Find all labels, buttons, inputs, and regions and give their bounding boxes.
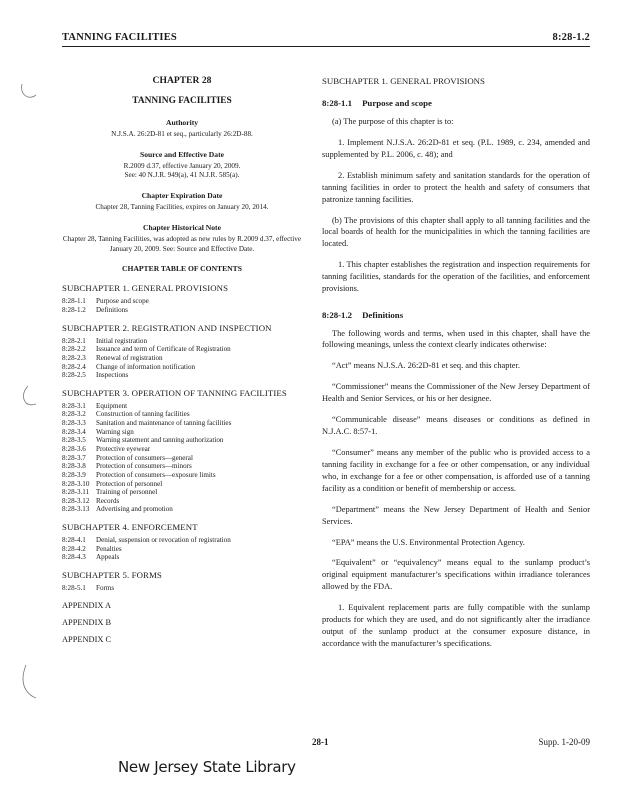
note-text: Chapter 28, Tanning Facilities, expires on January 20, 2014. [95, 203, 269, 212]
toc-entry [62, 471, 302, 480]
toc-subchapter [62, 570, 302, 593]
section-heading-definitions [322, 309, 590, 321]
running-header [62, 32, 590, 43]
toc-entry [62, 553, 302, 562]
toc-entry-title: Change of information notification [96, 362, 196, 371]
right-column [322, 75, 590, 659]
toc-entry-title: Appeals [96, 553, 120, 562]
section-title: Purpose and scope [362, 98, 432, 109]
toc-entry-number: 8:28-3.8 [62, 462, 86, 471]
toc-subchapter-title: SUBCHAPTER 5. FORMS [62, 570, 162, 581]
toc-entry-title: Warning sign [96, 427, 134, 436]
toc-subchapter-title: SUBCHAPTER 1. GENERAL PROVISIONS [62, 283, 229, 294]
toc-entry-number: 8:28-3.9 [62, 470, 86, 479]
toc-subchapter-title: SUBCHAPTER 3. OPERATION OF TANNING FACILITIES [62, 387, 287, 398]
section-purpose-body [322, 116, 590, 295]
toc-entry [62, 345, 302, 354]
header-section-number: 8:28-1.2 [552, 32, 590, 43]
toc-subchapter [62, 283, 302, 314]
supplement-date: Supp. 1-20-09 [538, 737, 590, 747]
toc-entry [62, 354, 302, 363]
header-rule [62, 46, 590, 47]
toc-entry-number: 8:28-4.2 [62, 544, 86, 553]
toc-entry-number: 8:28-2.1 [62, 336, 86, 345]
paragraph: (a) The purpose of this chapter is to: [332, 116, 454, 126]
appendix-list [62, 601, 302, 644]
definition-paragraph: 1. Equivalent replacement parts are fully compatible with the sunlamp products for which they are used, and do not significantly alter the irradiance output of the sunlamp product at the consumer exposure distance, in accordance with the manufacturer’s specifications. [322, 603, 590, 648]
toc-entry-number: 8:28-3.4 [62, 427, 86, 436]
toc-entry [62, 488, 302, 497]
toc-entry-title: Training of personnel [96, 488, 158, 497]
left-column [62, 75, 302, 652]
toc-entry [62, 297, 302, 306]
paragraph: 1. This chapter establishes the registration and inspection requirements for tanning facilities, standards for the operation of the facilities, and enforcement provisions. [322, 260, 590, 294]
toc-entry-title: Issuance and term of Certificate of Registration [96, 345, 231, 354]
toc-subchapter [62, 388, 302, 514]
definition-paragraph: “Equivalent” or “equivalency” means equal to the sunlamp product’s original equipment manufacturer’s specifications within irradiance tolerances allowed by the FDA. [322, 558, 590, 592]
toc-entry-title: Construction of tanning facilities [96, 410, 190, 419]
toc-entry-number: 8:28-3.2 [62, 410, 86, 419]
toc-entry-title: Protection of personnel [96, 479, 163, 488]
margin-mark-icon [18, 662, 40, 702]
toc-entry-title: Equipment [96, 401, 128, 410]
toc-subchapter-title: SUBCHAPTER 2. REGISTRATION AND INSPECTION [62, 322, 272, 333]
section-number: 8:28-1.2 [322, 310, 353, 321]
toc-entry [62, 480, 302, 489]
table-of-contents [62, 283, 302, 592]
toc-entry-title: Advertising and promotion [96, 505, 173, 514]
toc-entry-title: Protection of consumers—exposure limits [96, 470, 216, 479]
toc-entry-number: 8:28-3.13 [62, 505, 90, 514]
margin-mark-icon [18, 80, 40, 102]
toc-entry-number: 8:28-1.1 [62, 297, 86, 306]
note-text: Chapter 28, Tanning Facilities, was adopted as new rules by R.2009 d.37, effective January 20, 2009. See: Source and Effective Date. [62, 234, 302, 253]
chapter-title: CHAPTER 28 [152, 75, 212, 86]
toc-entry-title: Denial, suspension or revocation of registration [96, 536, 231, 545]
toc-entry [62, 371, 302, 380]
toc-entry-number: 8:28-1.2 [62, 305, 86, 314]
toc-entry-number: 8:28-4.3 [62, 553, 86, 562]
definition-paragraph: “EPA” means the U.S. Environmental Protection Agency. [332, 537, 525, 547]
toc-entry [62, 363, 302, 372]
section-definitions-body [322, 328, 590, 650]
toc-entry [62, 337, 302, 346]
toc-entry-number: 8:28-3.1 [62, 401, 86, 410]
toc-entry-title: Purpose and scope [96, 297, 149, 306]
toc-entry [62, 454, 302, 463]
toc-entry [62, 584, 302, 593]
toc-entry-title: Renewal of registration [96, 353, 163, 362]
page-number: 28-1 [312, 737, 329, 747]
header-title: TANNING FACILITIES [62, 32, 177, 43]
toc-entry-title: Initial registration [96, 336, 148, 345]
appendix-entry: APPENDIX C [62, 634, 112, 644]
toc-entry-number: 8:28-3.12 [62, 496, 90, 505]
toc-entry-number: 8:28-2.3 [62, 353, 86, 362]
appendix-entry: APPENDIX A [62, 600, 112, 610]
toc-entry-title: Warning statement and tanning authorization [96, 436, 224, 445]
toc-entry-title: Penalties [96, 544, 122, 553]
library-watermark: New Jersey State Library [118, 758, 296, 776]
toc-entry [62, 505, 302, 514]
definition-paragraph: “Consumer” means any member of the public who is provided access to a tanning facility in exchange for a fee or other compensation, or any individual who, in exchange for a fee or other compensation, is afforded use of a tanning facility as a condition or benefit of membership or access. [322, 447, 590, 493]
toc-entry-number: 8:28-2.4 [62, 362, 86, 371]
toc-entry [62, 419, 302, 428]
toc-entry-number: 8:28-3.6 [62, 445, 86, 453]
toc-heading: CHAPTER TABLE OF CONTENTS [122, 264, 242, 274]
toc-entry [62, 445, 302, 454]
note-heading: Chapter Historical Note [143, 222, 221, 232]
paragraph: (b) The provisions of this chapter shall apply to all tanning facilities and the local boards of health for the municipalities in which the tanning facilities are located. [322, 215, 590, 249]
toc-entry-number: 8:28-2.5 [62, 371, 86, 380]
toc-entry-number: 8:28-3.3 [62, 419, 86, 428]
definition-paragraph: “Commissioner” means the Commissioner of the New Jersey Department of Health and Senior Services, or his or her designee. [322, 382, 590, 404]
toc-entry-title: Protection of consumers—minors [96, 462, 192, 471]
definition-paragraph: The following words and terms, when used in this chapter, shall have the following meanings, unless the context clearly indicates otherwise: [322, 328, 590, 350]
toc-entry [62, 545, 302, 554]
toc-entry-title: Protection of consumers—general [96, 453, 193, 462]
toc-entry [62, 536, 302, 545]
note-heading: Source and Effective Date [139, 149, 224, 159]
subchapter-title: SUBCHAPTER 1. GENERAL PROVISIONS [322, 76, 485, 86]
section-number: 8:28-1.1 [322, 98, 353, 109]
chapter-name: TANNING FACILITIES [132, 96, 232, 106]
toc-entry-title: Protective eyewear [96, 445, 151, 453]
toc-entry [62, 428, 302, 437]
toc-entry-number: 8:28-4.1 [62, 536, 86, 545]
section-heading-purpose [322, 97, 590, 109]
toc-entry-title: Definitions [96, 305, 128, 314]
toc-subchapter [62, 323, 302, 380]
section-title: Definitions [362, 310, 404, 321]
paragraph: 1. Implement N.J.S.A. 26:2D-81 et seq. (P.L. 1989, c. 234, amended and supplemented by P.L. 2006, c. 48); and [322, 137, 590, 159]
toc-entry-title: Records [96, 496, 120, 505]
toc-entry [62, 410, 302, 419]
toc-entry [62, 306, 302, 315]
toc-entry-title: Inspections [96, 371, 129, 380]
chapter-notes [62, 118, 302, 254]
definition-paragraph: “Department” means the New Jersey Department of Health and Senior Services. [322, 504, 590, 526]
note-text: R.2009 d.37, effective January 20, 2009. See: 40 N.J.R. 949(a), 41 N.J.R. 585(a). [123, 161, 241, 180]
toc-entry-title: Sanitation and maintenance of tanning facilities [96, 419, 232, 428]
definition-paragraph: “Communicable disease” means diseases or conditions as defined in N.J.A.C. 8:57-1. [322, 415, 590, 437]
toc-entry-number: 8:28-3.7 [62, 453, 86, 462]
note-text: N.J.S.A. 26:2D-81 et seq., particularly 26:2D-88. [111, 130, 253, 138]
toc-entry [62, 436, 302, 445]
toc-entry [62, 497, 302, 506]
toc-subchapter [62, 522, 302, 562]
note-heading: Authority [165, 118, 199, 127]
toc-subchapter-title: SUBCHAPTER 4. ENFORCEMENT [62, 522, 198, 533]
note-heading: Chapter Expiration Date [141, 191, 223, 201]
definition-paragraph: “Act” means N.J.S.A. 26:2D-81 et seq. and this chapter. [332, 361, 520, 371]
toc-entry-number: 8:28-3.5 [62, 436, 86, 445]
toc-entry-number: 8:28-2.2 [62, 345, 86, 354]
paragraph: 2. Establish minimum safety and sanitation standards for the operation of tanning facilities in order to protect the health and safety of consumers that patronize tanning facilities. [322, 170, 590, 204]
toc-entry-number: 8:28-3.10 [62, 479, 90, 488]
toc-entry [62, 402, 302, 411]
toc-entry-number: 8:28-3.11 [62, 488, 90, 497]
toc-entry [62, 462, 302, 471]
margin-mark-icon [18, 383, 40, 409]
toc-entry-number: 8:28-5.1 [62, 584, 86, 593]
appendix-entry: APPENDIX B [62, 617, 112, 627]
toc-entry-title: Forms [96, 584, 115, 593]
